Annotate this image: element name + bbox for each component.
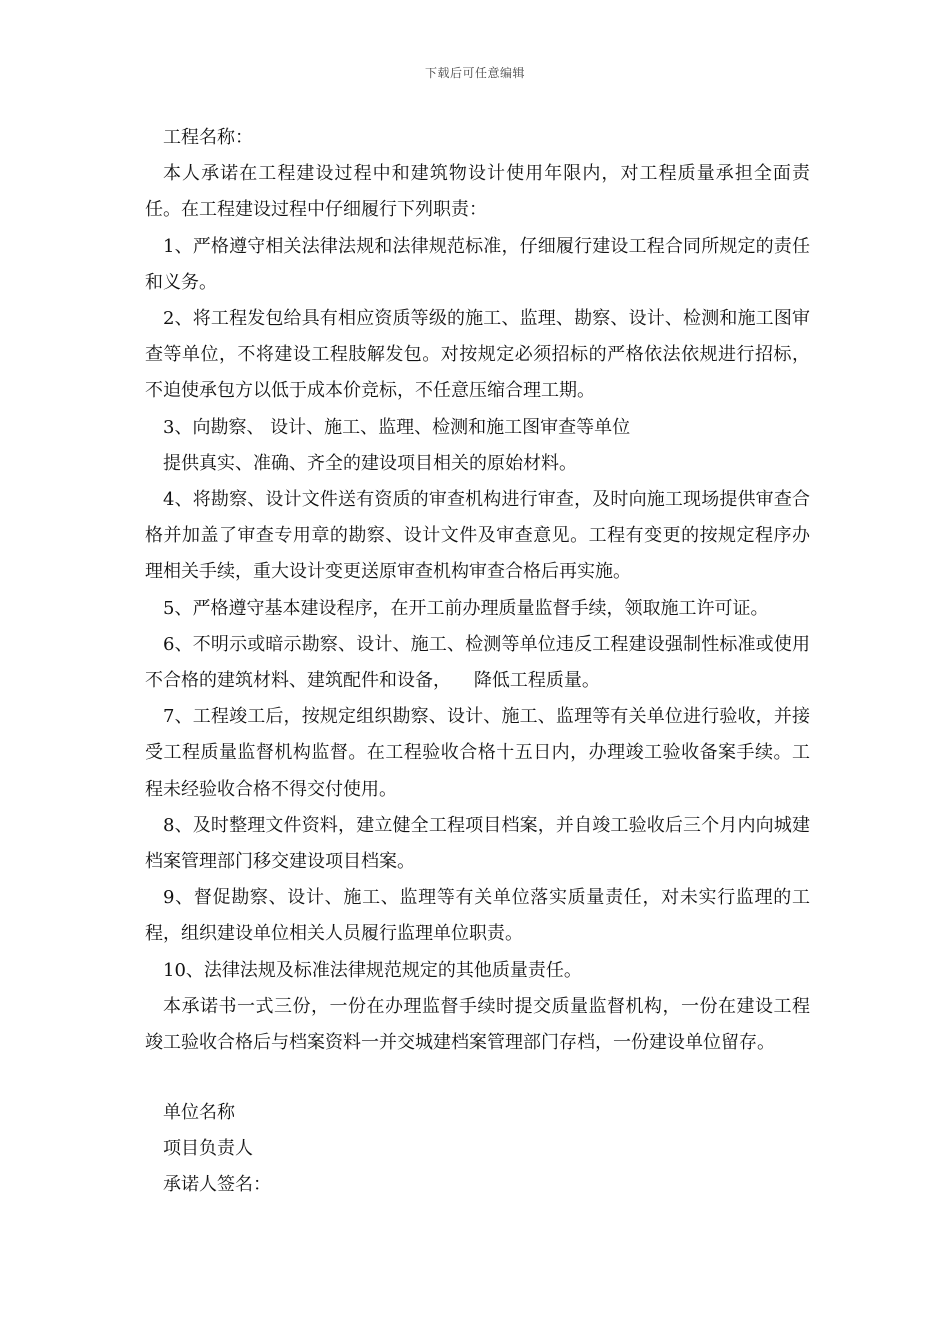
item-2: 2、将工程发包给具有相应资质等级的施工、监理、勘察、设计、检测和施工图审查等单位，不将建设工程肢解发包。对按规定必须招标的严格依法依规进行招标，不迫使承包方以低于成本价竞标，不任意压缩合理工期。: [145, 308, 810, 402]
header-note: 下载后可任意编辑: [424, 66, 525, 80]
item-6: 6、不明示或暗示勘察、设计、施工、检测等单位违反工程建设强制性标准或使用不合格的建筑材料、建筑配件和设备， 降低工程质量。: [145, 633, 810, 692]
signer-label: 承诺人签名：: [163, 1174, 271, 1196]
project-lead-label: 项目负责人: [163, 1138, 253, 1160]
item-3: 3、向勘察、 设计、施工、监理、检测和施工图审查等单位: [163, 416, 631, 438]
item-1: 1、严格遵守相关法律法规和法律规范标准，仔细履行建设工程合同所规定的责任和义务。: [145, 235, 810, 293]
item-5: 5、严格遵守基本建设程序，在开工前办理质量监督手续，领取施工许可证。: [163, 597, 769, 619]
signature-block: [145, 1095, 810, 1204]
item-7: 7、工程竣工后，按规定组织勘察、设计、施工、监理等有关单位进行验收，并接受工程质量监督机构监督。在工程验收合格十五日内，办理竣工验收备案手续。工程未经验收合格不得交付使用。: [145, 706, 810, 800]
item-10: 10、法律法规及标准法律规范规定的其他质量责任。: [163, 959, 582, 981]
intro-paragraph: 本人承诺在工程建设过程中和建筑物设计使用年限内，对工程质量承担全面责任。在工程建设过程中仔细履行下列职责：: [145, 163, 810, 221]
item-4: 4、将勘察、设计文件送有资质的审查机构进行审查，及时向施工现场提供审查合格并加盖了审查专用章的勘察、设计文件及审查意见。工程有变更的按规定程序办理相关手续，重大设计变更送原审查机构审查合格后再实施。: [145, 489, 810, 583]
item-3-continued: 提供真实、准确、齐全的建设项目相关的原始材料。: [163, 452, 577, 474]
project-name-label: 工程名称：: [163, 127, 253, 148]
item-8: 8、及时整理文件资料，建立健全工程项目档案，并自竣工验收后三个月内向城建档案管理部门移交建设项目档案。: [145, 814, 810, 873]
document-body: [145, 120, 810, 1061]
closing-paragraph: 本承诺书一式三份，一份在办理监督手续时提交质量监督机构，一份在建设工程竣工验收合格后与档案资料一并交城建档案管理部门存档，一份建设单位留存。: [145, 995, 810, 1054]
unit-name-label: 单位名称: [163, 1102, 235, 1123]
item-9: 9、督促勘察、设计、施工、监理等有关单位落实质量责任，对未实行监理的工程，组织建设单位相关人员履行监理单位职责。: [145, 887, 810, 945]
